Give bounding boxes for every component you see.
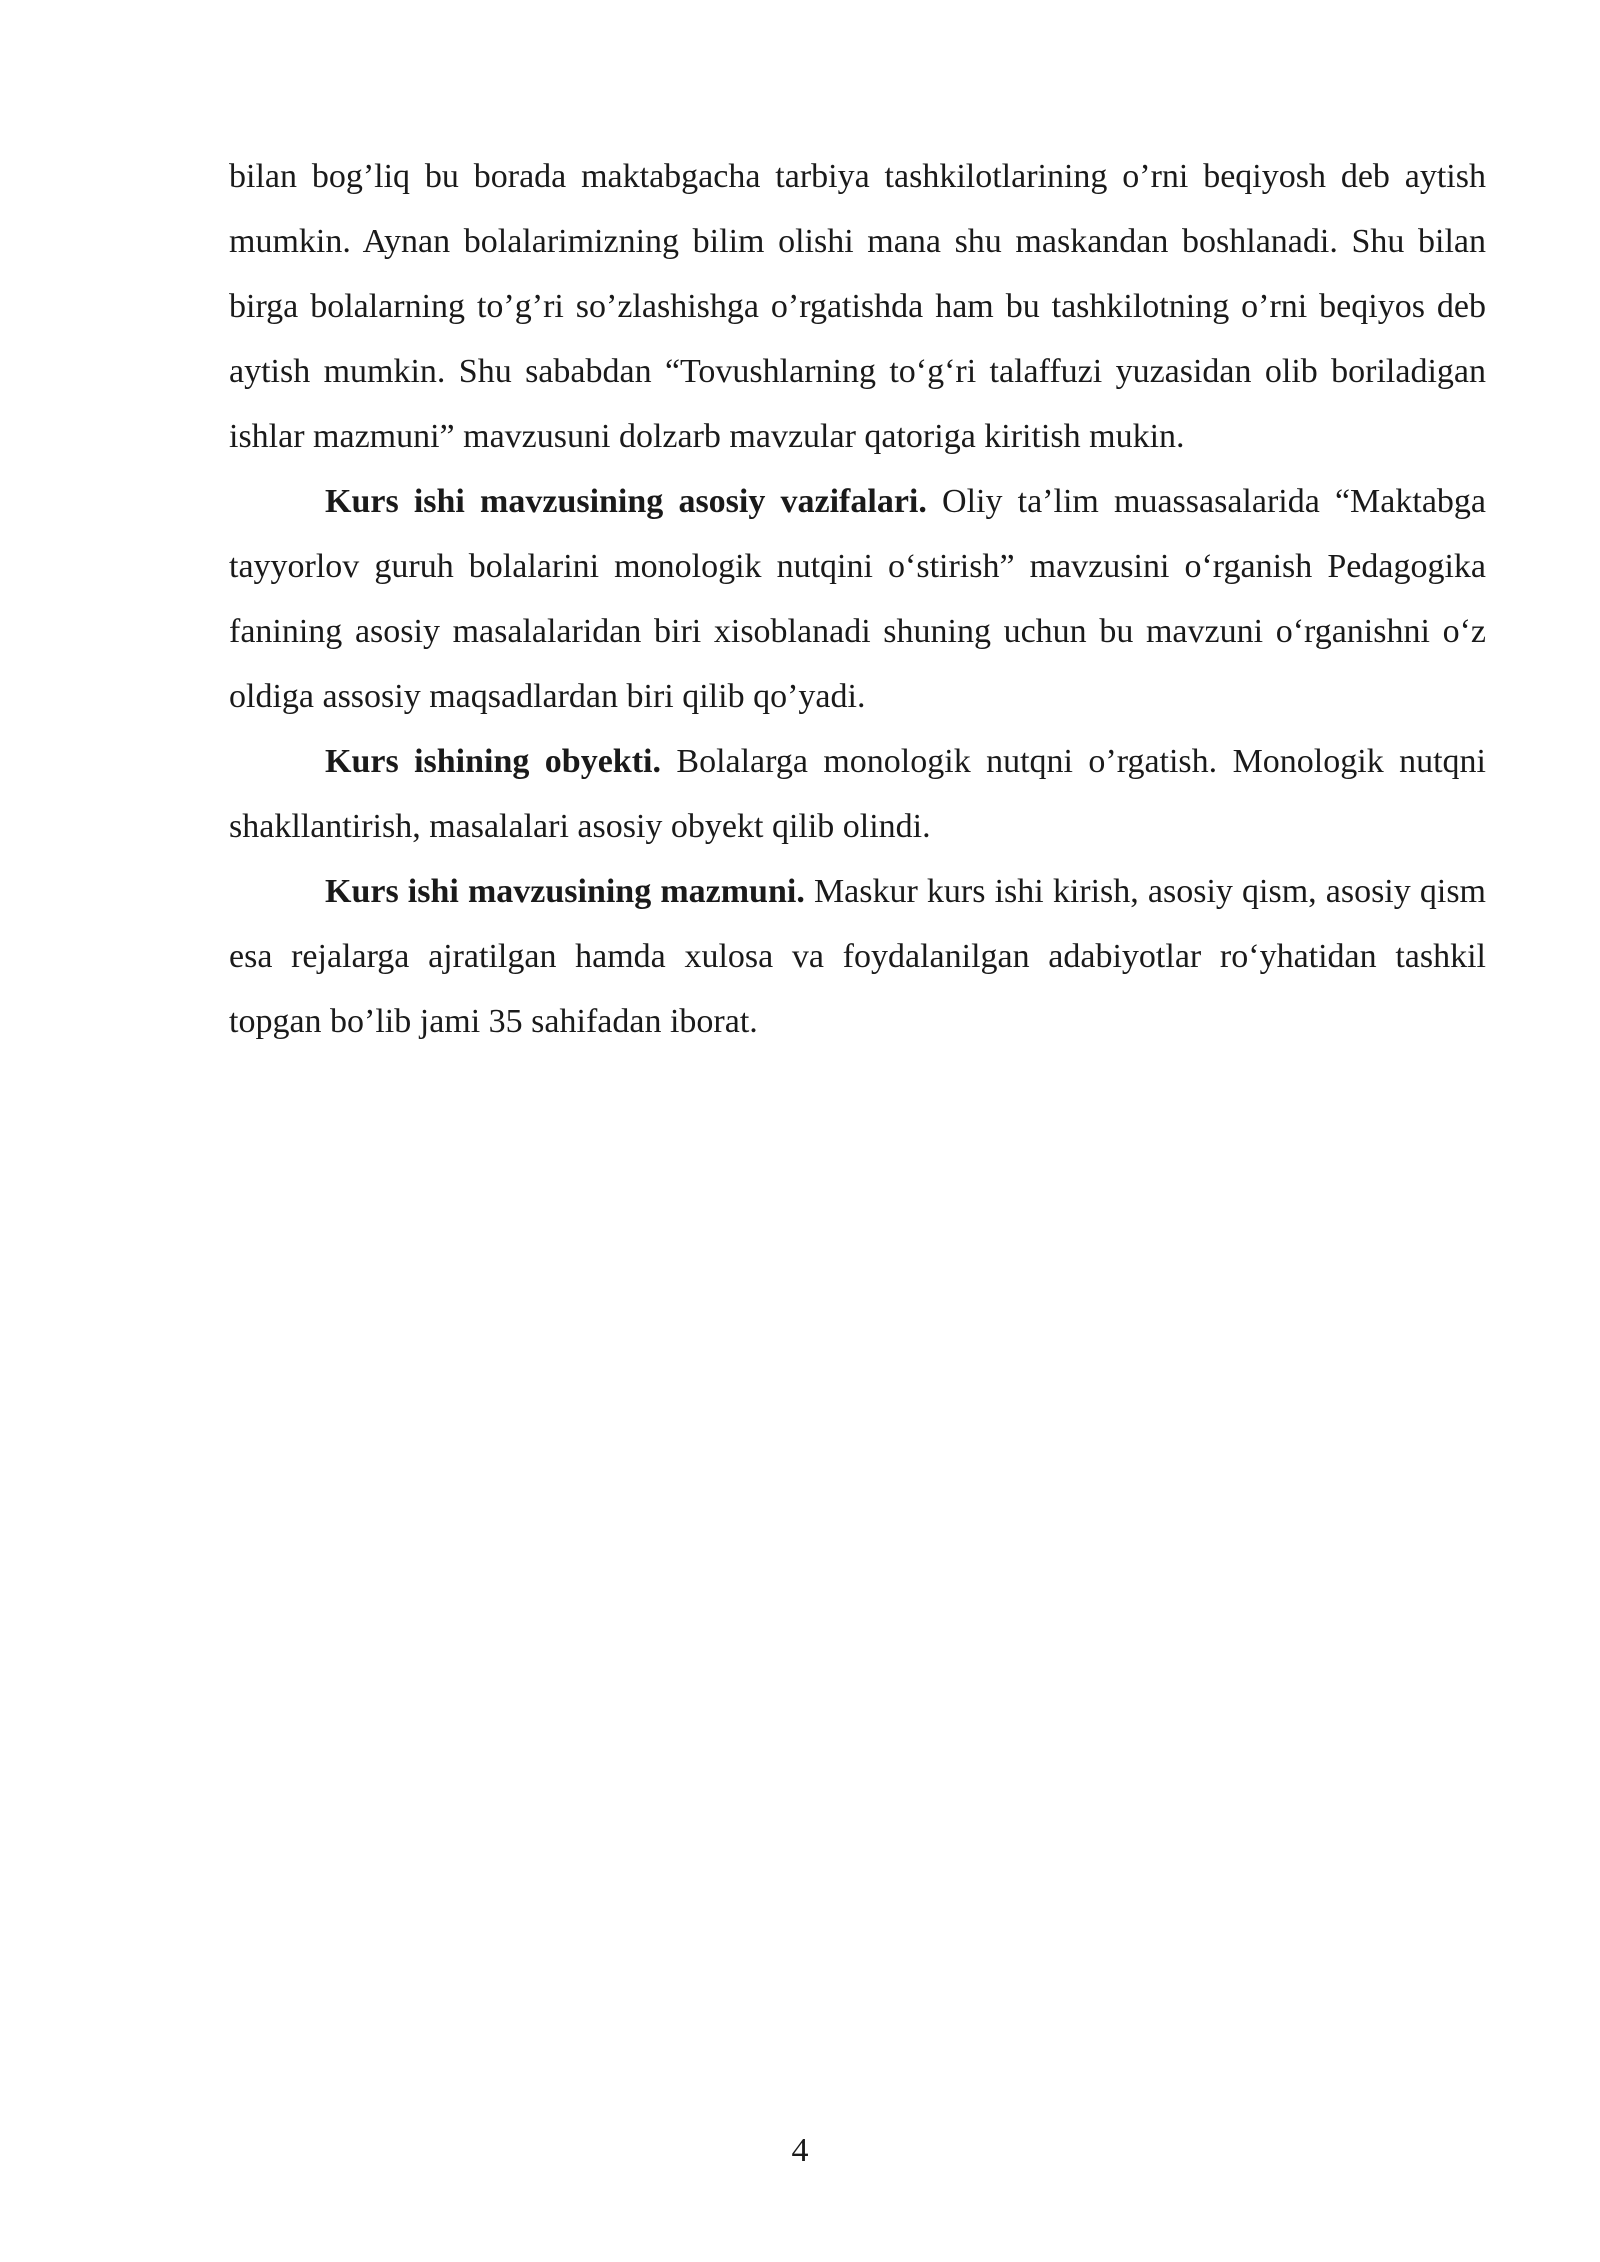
page-number: 4 — [791, 2132, 809, 2169]
document-body — [229, 144, 1486, 1054]
paragraph-heading: Kurs ishi mavzusining asosiy vazifalari. — [325, 483, 927, 520]
paragraph-text: Maskur kurs ishi kirish, asosiy qism, asosiy qism esa rejalarga ajratilgan hamda xulosa va foydalanilgan adabiyotlar ro‘yhatidan tashkil topgan bo’lib jami 35 sahifadan iborat. — [229, 873, 1486, 1040]
paragraph-text: Oliy ta’lim muassasalarida “Maktabga tayyorlov guruh bolalarini monologik nutqini o‘stirish” mavzusini o‘rganish Pedagogika fanining asosiy masalalaridan biri xisoblanadi shuning uchun bu mavzuni o‘rganishni o‘z oldiga assosiy maqsadlardan biri qilib qo’yadi. — [229, 483, 1487, 715]
paragraph-heading: Kurs ishi mavzusining mazmuni. — [325, 873, 805, 910]
paragraph-text: Bolalarga monologik nutqni o’rgatish. Monologik nutqni shakllantirish, masalalari asosiy obyekt qilib olindi. — [229, 743, 1487, 845]
paragraph-object — [229, 729, 1486, 859]
paragraph-tasks — [229, 469, 1486, 729]
paragraph-text: bilan bog’liq bu borada maktabgacha tarbiya tashkilotlarining o’rni beqiyosh deb aytish mumkin. Aynan bolalarimizning bilim olishi mana shu maskandan boshlanadi. Shu bilan birga bolalarning to’g’ri so’zlashishga o’rgatishda ham bu tashkilotning o’rni beqiyos deb aytish mumkin. Shu sababdan “Tovushlarning to‘g‘ri talaffuzi yuzasidan olib boriladigan ishlar mazmuni” mavzusuni dolzarb mavzular qatoriga kiritish mukin. — [229, 158, 1486, 455]
paragraph-intro — [229, 144, 1486, 469]
paragraph-heading: Kurs ishining obyekti. — [325, 743, 661, 780]
paragraph-content — [229, 859, 1486, 1054]
